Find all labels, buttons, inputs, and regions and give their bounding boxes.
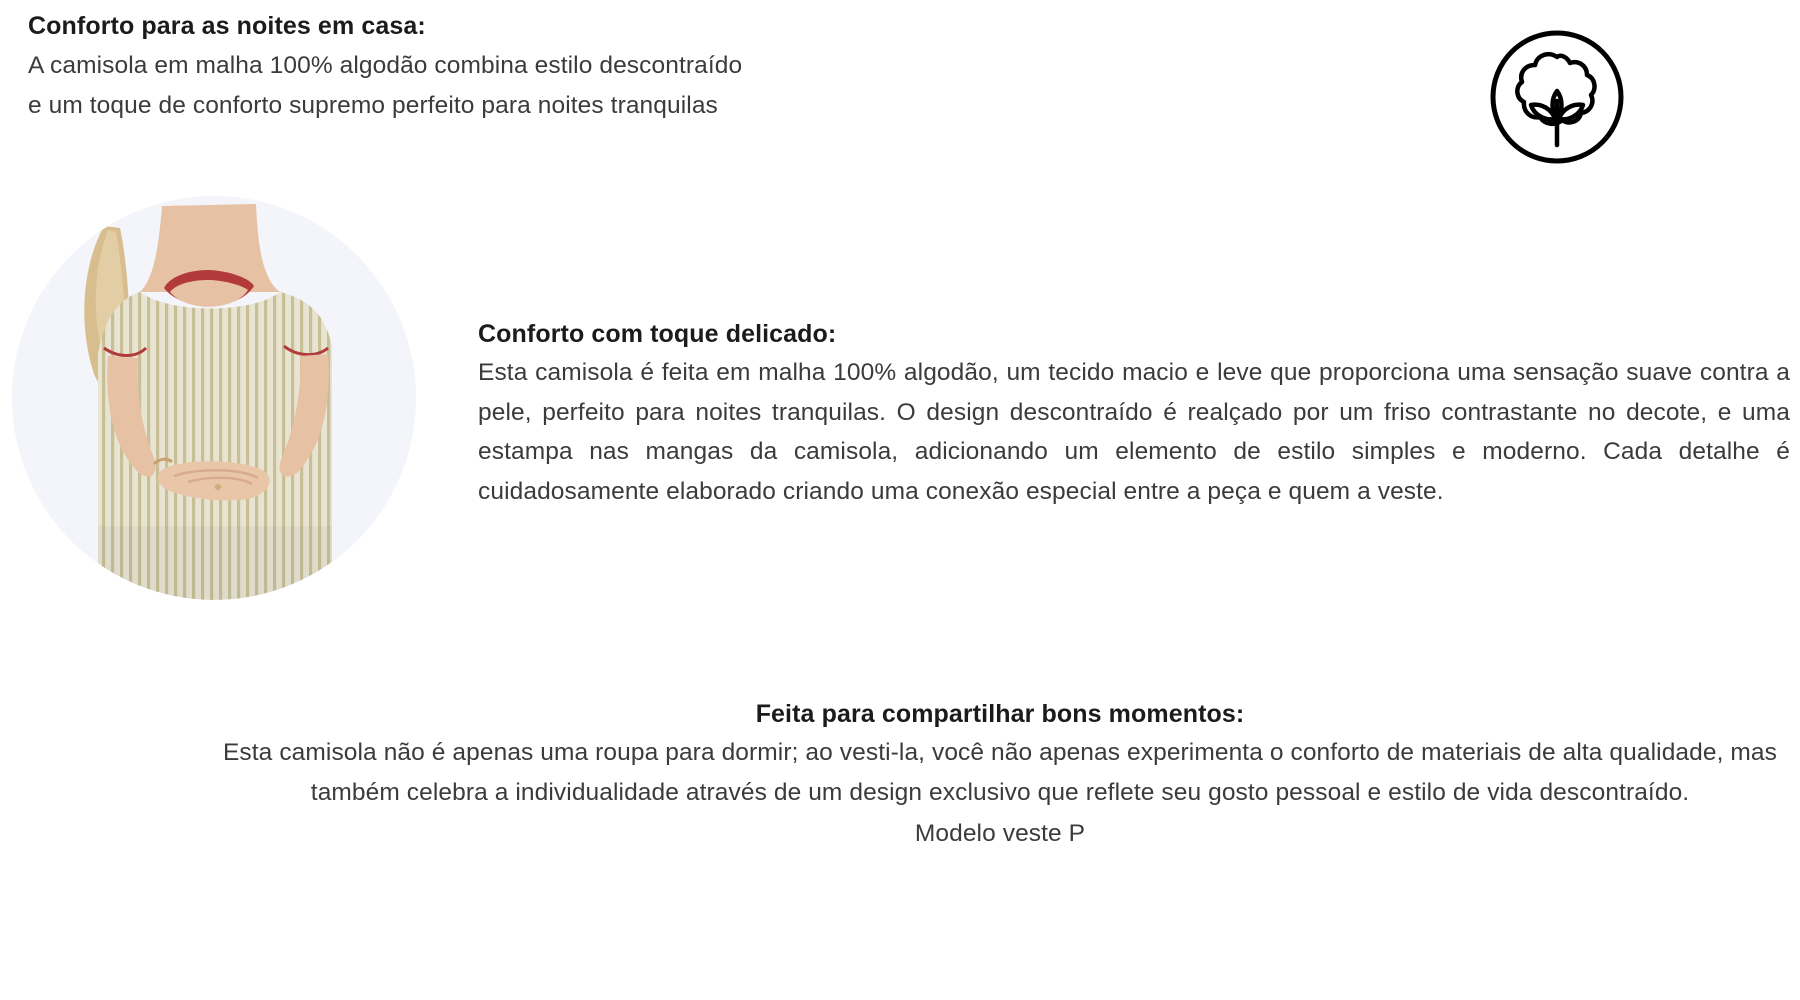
- model-size-note: Modelo veste P: [914, 820, 1086, 848]
- closing-body: Esta camisola não é apenas uma roupa para dormir; ao vesti-la, você não apenas experimenta o conforto de materiais de alta qualidade, mas também celebra a individualidade através de um design exclusivo que reflete seu gosto pessoal e estilo de vida descontraído.: [222, 739, 1777, 806]
- intro-heading: Conforto para as noites em casa:: [28, 12, 426, 40]
- model-wearing-nightgown-photo: [12, 196, 416, 600]
- intro-text-block: [28, 8, 1128, 126]
- details-heading: Conforto com toque delicado:: [478, 320, 837, 348]
- intro-line-2: e um toque de conforto supremo perfeito para noites tranquilas: [28, 91, 718, 119]
- closing-text-block: [210, 700, 1790, 854]
- cotton-flower-icon: [1489, 29, 1625, 165]
- closing-heading: Feita para compartilhar bons momentos:: [755, 700, 1245, 728]
- details-body: Esta camisola é feita em malha 100% algodão, um tecido macio e leve que proporciona uma sensação suave contra a pele, perfeito para noites tranquilas. O design descontraído é realçado por um friso contrastante no decote, e uma estampa nas mangas da camisola, adicionando um elemento de estilo simples e moderno. Cada detalhe é cuidadosamente elaborado criando uma conexão especial entre a peça e quem a veste.: [478, 359, 1790, 506]
- details-text-block: [478, 320, 1790, 512]
- intro-line-1: A camisola em malha 100% algodão combina estilo descontraído: [28, 52, 743, 80]
